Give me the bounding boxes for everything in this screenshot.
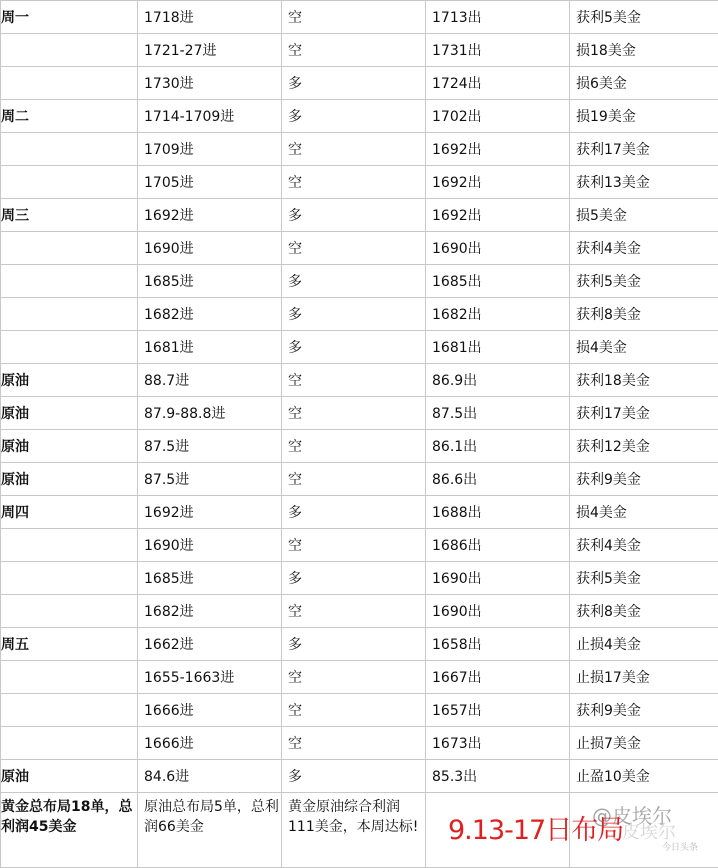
result-cell: 获利17美金 [570,397,718,430]
table-row [1,430,718,463]
table-row [1,232,718,265]
entry-cell: 1692进 [138,496,282,529]
direction-cell: 多 [282,562,426,595]
table-row [1,298,718,331]
exit-cell: 1686出 [426,529,570,562]
table-row [1,595,718,628]
day-cell [1,661,138,694]
result-cell: 获利8美金 [570,595,718,628]
direction-cell: 空 [282,463,426,496]
table-row [1,100,718,133]
entry-cell: 1718进 [138,1,282,34]
day-cell [1,694,138,727]
direction-cell: 空 [282,727,426,760]
result-cell: 获利8美金 [570,298,718,331]
exit-cell: 1688出 [426,496,570,529]
day-cell [1,595,138,628]
day-cell [1,529,138,562]
result-cell: 获利4美金 [570,529,718,562]
day-cell: 原油 [1,463,138,496]
day-cell [1,166,138,199]
result-cell: 损19美金 [570,100,718,133]
direction-cell: 空 [282,364,426,397]
combined-summary-cell: 黄金原油综合利润111美金，本周达标! [282,793,426,868]
direction-cell: 空 [282,166,426,199]
result-cell: 止损7美金 [570,727,718,760]
entry-cell: 1690进 [138,529,282,562]
table-row [1,562,718,595]
day-cell: 原油 [1,430,138,463]
day-cell [1,232,138,265]
entry-cell: 1666进 [138,694,282,727]
table-row [1,331,718,364]
exit-cell: 1657出 [426,694,570,727]
result-cell: 损4美金 [570,331,718,364]
result-cell: 获利4美金 [570,232,718,265]
result-cell: 获利5美金 [570,1,718,34]
exit-cell: 1731出 [426,34,570,67]
watermark-ghost: 皮埃尔 [622,818,676,844]
exit-cell: 1692出 [426,166,570,199]
entry-cell: 1685进 [138,265,282,298]
result-cell: 获利13美金 [570,166,718,199]
direction-cell: 多 [282,760,426,793]
table-row [1,529,718,562]
entry-cell: 1682进 [138,298,282,331]
direction-cell: 多 [282,265,426,298]
entry-cell: 1681进 [138,331,282,364]
result-cell: 获利17美金 [570,133,718,166]
entry-cell: 1682进 [138,595,282,628]
watermark-source: 今日头条 [662,840,698,853]
entry-cell: 87.5进 [138,463,282,496]
result-cell: 获利5美金 [570,562,718,595]
day-cell [1,265,138,298]
day-cell: 周二 [1,100,138,133]
result-cell: 损18美金 [570,34,718,67]
entry-cell: 1705进 [138,166,282,199]
entry-cell: 1662进 [138,628,282,661]
exit-cell: 1673出 [426,727,570,760]
direction-cell: 空 [282,133,426,166]
result-cell: 获利18美金 [570,364,718,397]
day-cell [1,727,138,760]
exit-cell: 86.1出 [426,430,570,463]
table-row [1,727,718,760]
direction-cell: 多 [282,199,426,232]
entry-cell: 1655-1663进 [138,661,282,694]
exit-cell: 1685出 [426,265,570,298]
table-row [1,133,718,166]
exit-cell: 85.3出 [426,760,570,793]
direction-cell: 空 [282,661,426,694]
entry-cell: 1666进 [138,727,282,760]
entry-cell: 87.9-88.8进 [138,397,282,430]
oil-summary-cell: 原油总布局5单，总利润66美金 [138,793,282,868]
table-row [1,1,718,34]
entry-cell: 1709进 [138,133,282,166]
direction-cell: 多 [282,628,426,661]
day-cell [1,331,138,364]
day-cell: 周四 [1,496,138,529]
trade-table-body [1,1,718,868]
day-cell [1,133,138,166]
exit-cell: 1682出 [426,298,570,331]
entry-cell: 1685进 [138,562,282,595]
day-cell [1,34,138,67]
exit-cell: 1692出 [426,199,570,232]
result-cell: 止盈10美金 [570,760,718,793]
table-row [1,67,718,100]
entry-cell: 87.5进 [138,430,282,463]
result-cell: 获利5美金 [570,265,718,298]
table-row [1,694,718,727]
direction-cell: 空 [282,694,426,727]
exit-cell: 1702出 [426,100,570,133]
exit-cell: 1690出 [426,595,570,628]
day-cell: 原油 [1,760,138,793]
day-cell [1,562,138,595]
result-cell: 损6美金 [570,67,718,100]
exit-cell: 1681出 [426,331,570,364]
entry-cell: 1690进 [138,232,282,265]
day-cell: 原油 [1,364,138,397]
table-row [1,166,718,199]
direction-cell: 空 [282,529,426,562]
direction-cell: 空 [282,232,426,265]
result-cell: 损4美金 [570,496,718,529]
exit-cell: 1658出 [426,628,570,661]
entry-cell: 1721-27进 [138,34,282,67]
direction-cell: 空 [282,397,426,430]
direction-cell: 空 [282,430,426,463]
exit-cell: 1724出 [426,67,570,100]
direction-cell: 多 [282,298,426,331]
gold-summary-cell: 黄金总布局18单，总利润45美金 [1,793,138,868]
entry-cell: 1714-1709进 [138,100,282,133]
table-row [1,661,718,694]
day-cell: 周五 [1,628,138,661]
table-row [1,496,718,529]
result-cell: 获利12美金 [570,430,718,463]
exit-cell: 1690出 [426,562,570,595]
day-cell: 周三 [1,199,138,232]
exit-cell: 1690出 [426,232,570,265]
direction-cell: 空 [282,1,426,34]
day-cell [1,298,138,331]
entry-cell: 88.7进 [138,364,282,397]
date-range-stamp: 9.13-17日布局 [448,808,623,847]
exit-cell: 86.9出 [426,364,570,397]
table-row [1,628,718,661]
table-row [1,760,718,793]
table-row [1,364,718,397]
direction-cell: 空 [282,595,426,628]
day-cell: 原油 [1,397,138,430]
entry-cell: 84.6进 [138,760,282,793]
table-row [1,199,718,232]
direction-cell: 多 [282,496,426,529]
exit-cell: 87.5出 [426,397,570,430]
entry-cell: 1692进 [138,199,282,232]
exit-cell: 1713出 [426,1,570,34]
result-cell: 止损4美金 [570,628,718,661]
watermark-author: @皮埃尔 [592,800,672,829]
exit-cell: 86.6出 [426,463,570,496]
table-row [1,34,718,67]
direction-cell: 多 [282,331,426,364]
direction-cell: 空 [282,34,426,67]
result-cell: 获利9美金 [570,694,718,727]
result-cell: 损5美金 [570,199,718,232]
table-row [1,265,718,298]
direction-cell: 多 [282,100,426,133]
day-cell [1,67,138,100]
entry-cell: 1730进 [138,67,282,100]
day-cell: 周一 [1,1,138,34]
result-cell: 止损17美金 [570,661,718,694]
direction-cell: 多 [282,67,426,100]
table-row [1,463,718,496]
exit-cell: 1667出 [426,661,570,694]
table-row [1,397,718,430]
exit-cell: 1692出 [426,133,570,166]
result-cell: 获利9美金 [570,463,718,496]
